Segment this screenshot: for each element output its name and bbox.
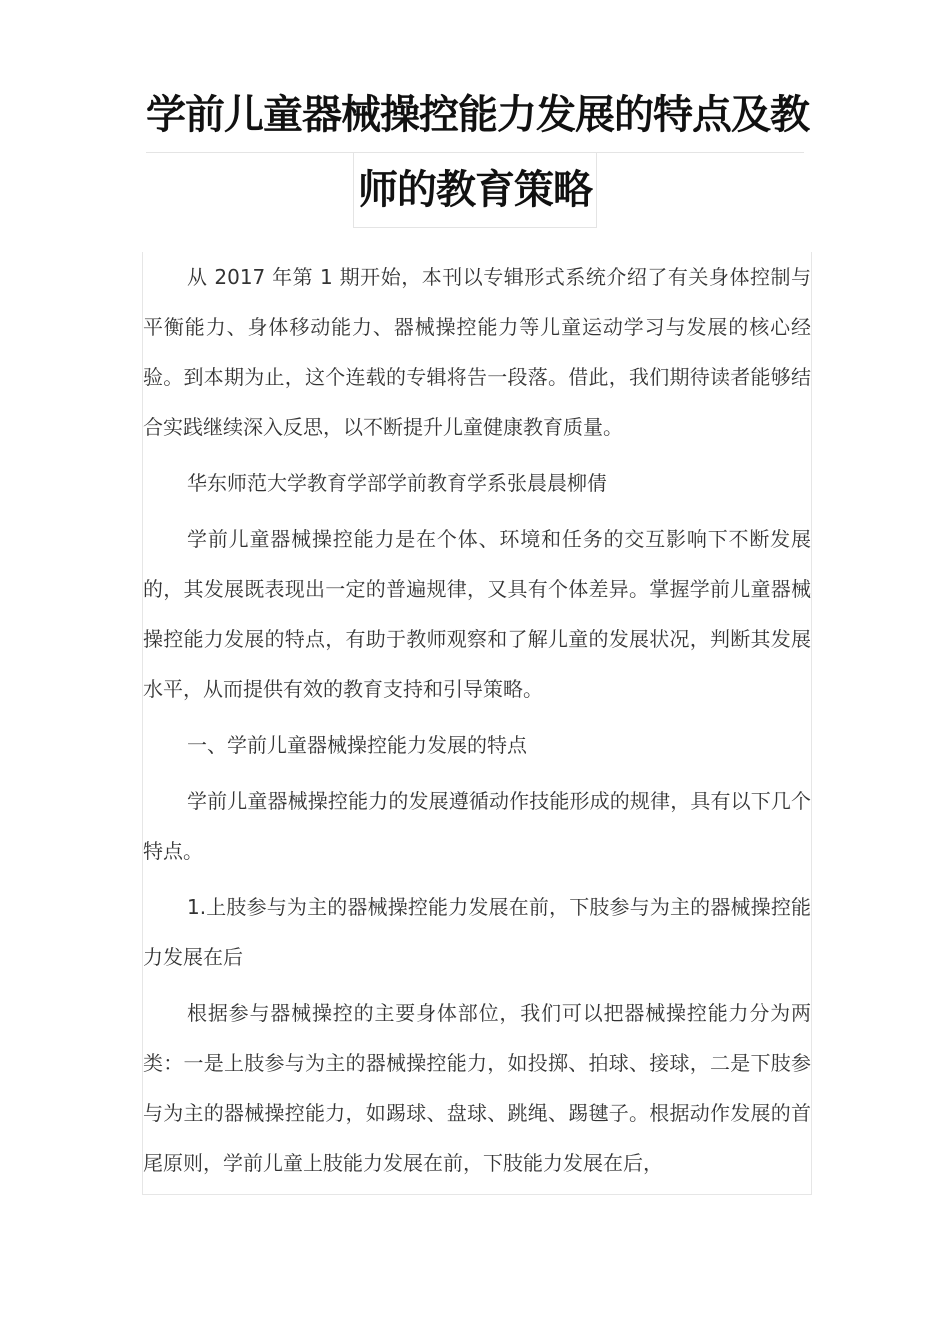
title-line-2: 师的教育策略 [353,153,597,228]
intro-paragraph: 学前儿童器械操控能力是在个体、环境和任务的交互影响下不断发展的，其发展既表现出一定的普遍规律，又具有个体差异。掌握学前儿童器械操控能力发展的特点，有助于教师观察和了解儿童的发展状况，判断其发展水平，从而提供有效的教育支持和引导策略。 [143,527,811,701]
section-intro-paragraph: 学前儿童器械操控能力的发展遵循动作技能形成的规律，具有以下几个特点。 [143,789,811,863]
section-heading: 一、学前儿童器械操控能力发展的特点 [187,733,527,757]
subheading-1: 1.上肢参与为主的器械操控能力发展在前，下肢参与为主的器械操控能力发展在后 [143,895,811,969]
title-line-1: 学前儿童器械操控能力发展的特点及教 [146,78,804,153]
document-title [146,78,809,228]
author-line: 华东师范大学教育学部学前教育学系张晨晨柳倩 [187,471,607,495]
body-paragraph: 根据参与器械操控的主要身体部位，我们可以把器械操控能力分为两类：一是上肢参与为主的器械操控能力，如投掷、拍球、接球，二是下肢参与为主的器械操控能力，如踢球、盘球、跳绳、踢毽子。根据动作发展的首尾原则，学前儿童上肢能力发展在前，下肢能力发展在后， [143,1001,811,1175]
document-body [142,252,812,1195]
editor-note-paragraph: 从 2017 年第 1 期开始，本刊以专辑形式系统介绍了有关身体控制与平衡能力、身体移动能力、器械操控能力等儿童运动学习与发展的核心经验。到本期为止，这个连载的专辑将告一段落。借此，我们期待读者能够结合实践继续深入反思，以不断提升儿童健康教育质量。 [143,265,811,439]
